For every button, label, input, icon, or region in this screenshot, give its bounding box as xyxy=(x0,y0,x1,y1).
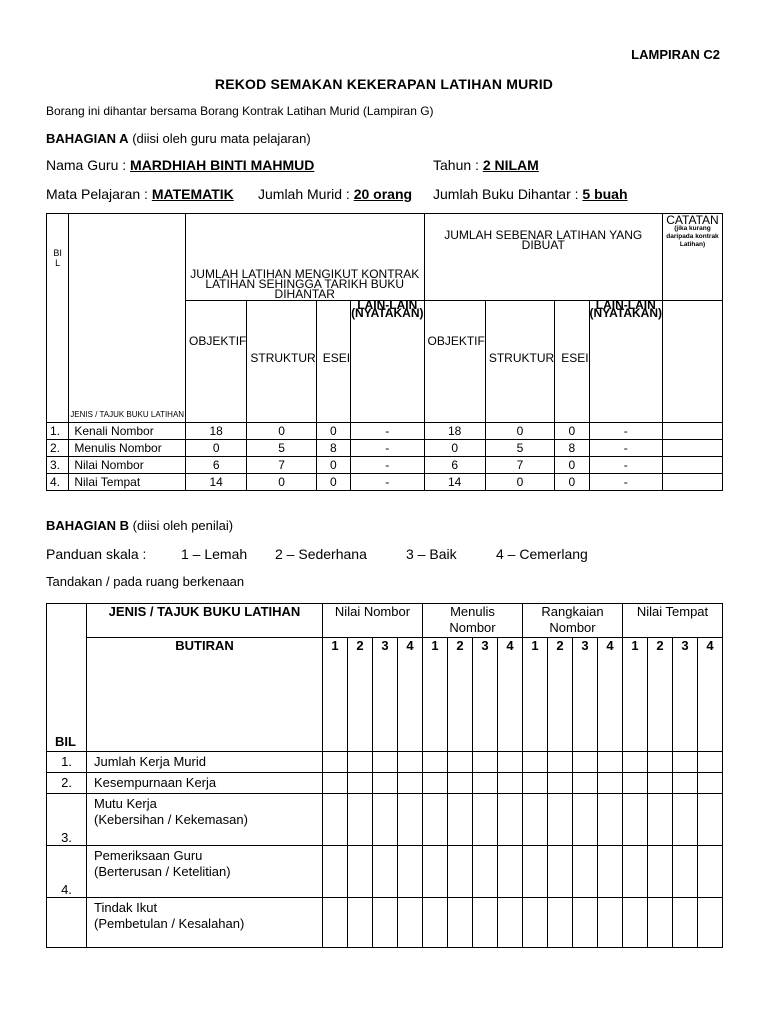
year-field: Tahun : 2 NILAM xyxy=(433,157,539,173)
row-number: 3. xyxy=(47,794,87,846)
rating-cell[interactable] xyxy=(523,752,548,773)
row-number: 1. xyxy=(47,423,69,440)
row-book-title: Kenali Nombor xyxy=(69,423,186,440)
structure-header-2: STRUKTUR xyxy=(485,301,554,423)
row-number: 4. xyxy=(47,846,87,898)
rating-cell[interactable] xyxy=(673,898,698,948)
section-a-table xyxy=(46,213,723,491)
rating-cell[interactable] xyxy=(673,846,698,898)
rating-cell[interactable] xyxy=(323,898,348,948)
table-row xyxy=(47,752,723,773)
notes-empty-cell xyxy=(662,301,722,423)
row-value: - xyxy=(351,457,424,474)
tick-instruction: Tandakan / pada ruang berkenaan xyxy=(46,574,245,589)
rating-cell[interactable] xyxy=(573,773,598,794)
section-b-heading: BAHAGIAN B (diisi oleh penilai) xyxy=(46,518,234,533)
contract-count-header: JUMLAH LATIHAN MENGIKUT KONTRAK LATIHAN SEHINGGA TARIKH BUKU DIHANTAR xyxy=(186,214,424,301)
rating-cell[interactable] xyxy=(673,773,698,794)
row-value xyxy=(662,457,722,474)
row-value: 0 xyxy=(316,423,350,440)
group-rangkaian-nombor: Rangkaian Nombor xyxy=(523,604,623,638)
row-value: 5 xyxy=(247,440,316,457)
rating-cell[interactable] xyxy=(498,752,523,773)
rating-cell[interactable] xyxy=(373,752,398,773)
rating-cell[interactable] xyxy=(698,898,723,948)
rating-cell[interactable] xyxy=(473,846,498,898)
rating-cell[interactable] xyxy=(423,898,448,948)
objective-header-1: OBJEKTIF xyxy=(186,301,247,423)
rating-cell[interactable] xyxy=(498,846,523,898)
rating-cell[interactable] xyxy=(698,794,723,846)
rating-cell[interactable] xyxy=(348,752,373,773)
rating-cell[interactable] xyxy=(548,752,573,773)
teacher-name-field: Nama Guru : MARDHIAH BINTI MAHMUD xyxy=(46,157,315,173)
row-value: 5 xyxy=(485,440,554,457)
rating-cell[interactable] xyxy=(423,794,448,846)
rating-cell[interactable] xyxy=(648,794,673,846)
scale-1: 1 – Lemah xyxy=(181,546,248,562)
rating-cell[interactable] xyxy=(648,773,673,794)
row-value: 7 xyxy=(247,457,316,474)
group-menulis-nombor: Menulis Nombor xyxy=(423,604,523,638)
row-criteria: Tindak Ikut (Pembetulan / Kesalahan) xyxy=(87,898,323,948)
scale-number: 1 xyxy=(523,638,548,752)
details-header: BUTIRAN xyxy=(87,638,323,752)
actual-count-header: JUMLAH SEBENAR LATIHAN YANG DIBUAT xyxy=(424,214,662,301)
rating-cell[interactable] xyxy=(573,846,598,898)
rating-cell[interactable] xyxy=(523,794,548,846)
row-value: - xyxy=(589,440,662,457)
row-value: 8 xyxy=(316,440,350,457)
rating-cell[interactable] xyxy=(473,773,498,794)
rating-cell[interactable] xyxy=(423,752,448,773)
row-value: 0 xyxy=(485,423,554,440)
section-b-table xyxy=(46,603,723,948)
row-value xyxy=(662,440,722,457)
rating-cell[interactable] xyxy=(598,773,623,794)
rating-cell[interactable] xyxy=(648,752,673,773)
rating-cell[interactable] xyxy=(398,773,423,794)
row-value: 18 xyxy=(186,423,247,440)
row-value: - xyxy=(351,474,424,491)
essay-header-2: ESEI xyxy=(555,301,589,423)
rating-cell[interactable] xyxy=(323,794,348,846)
appendix-label: LAMPIRAN C2 xyxy=(631,47,720,62)
row-value: 0 xyxy=(555,457,589,474)
row-value: - xyxy=(589,474,662,491)
rating-cell[interactable] xyxy=(623,773,648,794)
rating-cell[interactable] xyxy=(548,773,573,794)
scale-number: 3 xyxy=(673,638,698,752)
row-value: 0 xyxy=(186,440,247,457)
row-criteria: Jumlah Kerja Murid xyxy=(87,752,323,773)
table-row xyxy=(47,773,723,794)
table-row xyxy=(47,474,723,491)
scale-number: 4 xyxy=(698,638,723,752)
bil-header: BI L xyxy=(47,214,69,423)
books-sent-field: Jumlah Buku Dihantar : 5 buah xyxy=(433,186,628,202)
row-book-title: Nilai Nombor xyxy=(69,457,186,474)
row-value: - xyxy=(351,440,424,457)
rating-cell[interactable] xyxy=(448,794,473,846)
scale-number: 1 xyxy=(423,638,448,752)
intro-text: Borang ini dihantar bersama Borang Kontrak Latihan Murid (Lampiran G) xyxy=(46,104,434,118)
row-value: - xyxy=(589,457,662,474)
rating-cell[interactable] xyxy=(698,846,723,898)
rating-cell[interactable] xyxy=(373,846,398,898)
rating-cell[interactable] xyxy=(623,846,648,898)
row-value: 7 xyxy=(485,457,554,474)
table-row xyxy=(47,457,723,474)
row-value xyxy=(662,474,722,491)
rating-cell[interactable] xyxy=(573,794,598,846)
table-row xyxy=(47,440,723,457)
row-value: 0 xyxy=(555,423,589,440)
row-criteria: Mutu Kerja (Kebersihan / Kekemasan) xyxy=(87,794,323,846)
table-row xyxy=(47,423,723,440)
rating-cell[interactable] xyxy=(448,898,473,948)
row-value: 0 xyxy=(316,474,350,491)
notes-header xyxy=(662,214,722,301)
row-number: 4. xyxy=(47,474,69,491)
scale-number: 1 xyxy=(623,638,648,752)
scale-number: 3 xyxy=(373,638,398,752)
rating-cell[interactable] xyxy=(548,794,573,846)
rating-cell[interactable] xyxy=(473,752,498,773)
row-number xyxy=(47,898,87,948)
others-header-1: LAIN-LAIN (NYATAKAN) xyxy=(351,301,424,423)
rating-cell[interactable] xyxy=(573,898,598,948)
book-title-header-b: JENIS / TAJUK BUKU LATIHAN xyxy=(87,604,323,638)
scale-guide xyxy=(46,546,646,564)
row-number: 1. xyxy=(47,752,87,773)
rating-cell[interactable] xyxy=(498,773,523,794)
rating-cell[interactable] xyxy=(373,773,398,794)
rating-cell[interactable] xyxy=(323,752,348,773)
rating-cell[interactable] xyxy=(398,846,423,898)
rating-cell[interactable] xyxy=(348,773,373,794)
objective-header-2: OBJEKTIF xyxy=(424,301,485,423)
section-a-heading: BAHAGIAN A (diisi oleh guru mata pelajaran) xyxy=(46,131,311,146)
rating-cell[interactable] xyxy=(398,794,423,846)
rating-cell[interactable] xyxy=(523,773,548,794)
others-header-2: LAIN-LAIN (NYATAKAN) xyxy=(589,301,662,423)
table-row xyxy=(47,794,723,846)
rating-cell[interactable] xyxy=(623,898,648,948)
rating-cell[interactable] xyxy=(648,898,673,948)
rating-cell[interactable] xyxy=(473,898,498,948)
rating-cell[interactable] xyxy=(698,752,723,773)
row-value: 0 xyxy=(316,457,350,474)
rating-cell[interactable] xyxy=(398,752,423,773)
rating-cell[interactable] xyxy=(373,794,398,846)
essay-header-1: ESEI xyxy=(316,301,350,423)
rating-cell[interactable] xyxy=(523,898,548,948)
rating-cell[interactable] xyxy=(598,846,623,898)
rating-cell[interactable] xyxy=(323,773,348,794)
rating-cell[interactable] xyxy=(548,898,573,948)
rating-cell[interactable] xyxy=(373,898,398,948)
rating-cell[interactable] xyxy=(598,752,623,773)
row-value xyxy=(662,423,722,440)
row-book-title: Menulis Nombor xyxy=(69,440,186,457)
row-number: 3. xyxy=(47,457,69,474)
row-value: 6 xyxy=(186,457,247,474)
rating-cell[interactable] xyxy=(423,773,448,794)
table-row xyxy=(47,846,723,898)
scale-number: 4 xyxy=(498,638,523,752)
rating-cell[interactable] xyxy=(523,846,548,898)
row-value: 14 xyxy=(424,474,485,491)
subject-field: Mata Pelajaran : MATEMATIK xyxy=(46,186,234,202)
row-value: 18 xyxy=(424,423,485,440)
bil-header-b: BIL xyxy=(47,604,87,752)
row-value: 14 xyxy=(186,474,247,491)
scale-number: 3 xyxy=(473,638,498,752)
scale-number: 2 xyxy=(348,638,373,752)
scale-number: 3 xyxy=(573,638,598,752)
rating-cell[interactable] xyxy=(398,898,423,948)
notes-title: CATATAN xyxy=(666,213,719,227)
row-value: 0 xyxy=(424,440,485,457)
scale-number: 2 xyxy=(648,638,673,752)
scale-4: 4 – Cemerlang xyxy=(496,546,588,562)
rating-cell[interactable] xyxy=(623,794,648,846)
row-value: 6 xyxy=(424,457,485,474)
rating-cell[interactable] xyxy=(598,898,623,948)
row-criteria: Pemeriksaan Guru (Berterusan / Ketelitian) xyxy=(87,846,323,898)
rating-cell[interactable] xyxy=(648,846,673,898)
scale-number: 1 xyxy=(323,638,348,752)
scale-guide-label: Panduan skala : xyxy=(46,546,147,562)
group-nilai-tempat: Nilai Tempat xyxy=(623,604,723,638)
scale-3: 3 – Baik xyxy=(406,546,457,562)
rating-cell[interactable] xyxy=(423,846,448,898)
rating-cell[interactable] xyxy=(673,794,698,846)
row-value: 0 xyxy=(555,474,589,491)
book-title-header: JENIS / TAJUK BUKU LATIHAN xyxy=(69,214,186,423)
rating-cell[interactable] xyxy=(348,898,373,948)
notes-condition: (jika kurang daripada kontrak Latihan) xyxy=(666,225,719,248)
rating-cell[interactable] xyxy=(448,773,473,794)
rating-cell[interactable] xyxy=(698,773,723,794)
scale-number: 4 xyxy=(398,638,423,752)
row-number: 2. xyxy=(47,773,87,794)
row-value: 0 xyxy=(247,423,316,440)
row-criteria: Kesempurnaan Kerja xyxy=(87,773,323,794)
row-value: 0 xyxy=(247,474,316,491)
row-value: - xyxy=(351,423,424,440)
rating-cell[interactable] xyxy=(348,846,373,898)
row-value: 0 xyxy=(485,474,554,491)
row-book-title: Nilai Tempat xyxy=(69,474,186,491)
scale-number: 4 xyxy=(598,638,623,752)
row-value: 8 xyxy=(555,440,589,457)
rating-cell[interactable] xyxy=(598,794,623,846)
table-row xyxy=(47,898,723,948)
rating-cell[interactable] xyxy=(573,752,598,773)
row-value: - xyxy=(589,423,662,440)
scale-number: 2 xyxy=(548,638,573,752)
scale-number: 2 xyxy=(448,638,473,752)
rating-cell[interactable] xyxy=(448,752,473,773)
rating-cell[interactable] xyxy=(323,846,348,898)
rating-cell[interactable] xyxy=(673,752,698,773)
rating-cell[interactable] xyxy=(498,898,523,948)
rating-cell[interactable] xyxy=(473,794,498,846)
structure-header-1: STRUKTUR xyxy=(247,301,316,423)
rating-cell[interactable] xyxy=(348,794,373,846)
group-nilai-nombor: Nilai Nombor xyxy=(323,604,423,638)
rating-cell[interactable] xyxy=(448,846,473,898)
scale-2: 2 – Sederhana xyxy=(275,546,367,562)
rating-cell[interactable] xyxy=(498,794,523,846)
rating-cell[interactable] xyxy=(548,846,573,898)
student-count-field: Jumlah Murid : 20 orang xyxy=(258,186,413,202)
row-number: 2. xyxy=(47,440,69,457)
rating-cell[interactable] xyxy=(623,752,648,773)
document-title: REKOD SEMAKAN KEKERAPAN LATIHAN MURID xyxy=(214,76,554,92)
